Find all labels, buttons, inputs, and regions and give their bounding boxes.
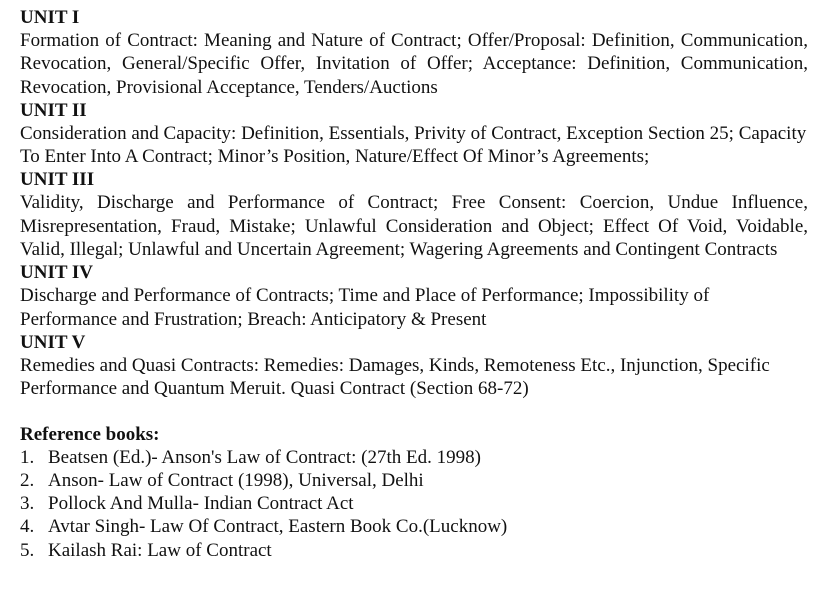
list-item (20, 539, 808, 562)
unit-section (20, 331, 808, 401)
unit-description: Remedies and Quasi Contracts: Remedies: Damages, Kinds, Remoteness Etc., Injunction, Specific Performance and Quantum Meruit. Quasi Contract (Section 68-72) (20, 354, 770, 400)
list-number: 2. (20, 469, 35, 491)
unit-description: Formation of Contract: Meaning and Nature of Contract; Offer/Proposal: Definition, Communication, Revocation, General/Specific Offer, Invitation of Offer; Acceptance: Definition, Communication, Revocation, Provisional Acceptance, Tenders/Auctions (20, 30, 808, 98)
list-number: 4. (20, 516, 35, 538)
reference-text: Kailash Rai: Law of Contract (48, 539, 272, 561)
unit-heading: UNIT II (20, 99, 87, 121)
list-number: 1. (20, 446, 35, 468)
unit-heading: UNIT V (20, 331, 86, 353)
unit-heading: UNIT IV (20, 262, 94, 284)
reference-text: Avtar Singh- Law Of Contract, Eastern Book Co.(Lucknow) (48, 516, 508, 538)
list-item (20, 515, 808, 538)
unit-description: Discharge and Performance of Contracts; Time and Place of Performance; Impossibility of Performance and Frustration; Breach: Anticipatory & Present (20, 285, 710, 330)
unit-section (20, 261, 808, 331)
reference-text: Beatsen (Ed.)- Anson's Law of Contract: (27th Ed. 1998) (48, 446, 481, 468)
list-item (20, 446, 808, 469)
unit-heading: UNIT I (20, 7, 80, 28)
list-number: 5. (20, 539, 35, 561)
unit-description: Consideration and Capacity: Definition, Essentials, Privity of Contract, Exception Section 25; Capacity To Enter Into A Contract; Minor’s Position, Nature/Effect Of Minor’s Agreements; (20, 122, 807, 168)
unit-section (20, 99, 808, 169)
reference-books (20, 423, 808, 562)
list-item (20, 469, 808, 492)
reference-list (20, 446, 808, 562)
syllabus-document (20, 6, 808, 562)
reference-heading: Reference books: (20, 423, 160, 445)
unit-heading: UNIT III (20, 169, 95, 191)
unit-section (20, 6, 808, 99)
unit-section (20, 168, 808, 261)
section-spacer (20, 401, 808, 423)
unit-description: Validity, Discharge and Performance of Contract; Free Consent: Coercion, Undue Influence, Misrepresentation, Fraud, Mistake; Unlawful Consideration and Object; Effect Of Void, Voidable, Valid, Illegal; Unlawful and Uncertain Agreement; Wagering Agreements and Contingent Contracts (20, 192, 808, 261)
reference-text: Anson- Law of Contract (1998), Universal, Delhi (48, 469, 424, 491)
list-number: 3. (20, 493, 35, 515)
reference-text: Pollock And Mulla- Indian Contract Act (48, 493, 354, 515)
list-item (20, 492, 808, 515)
